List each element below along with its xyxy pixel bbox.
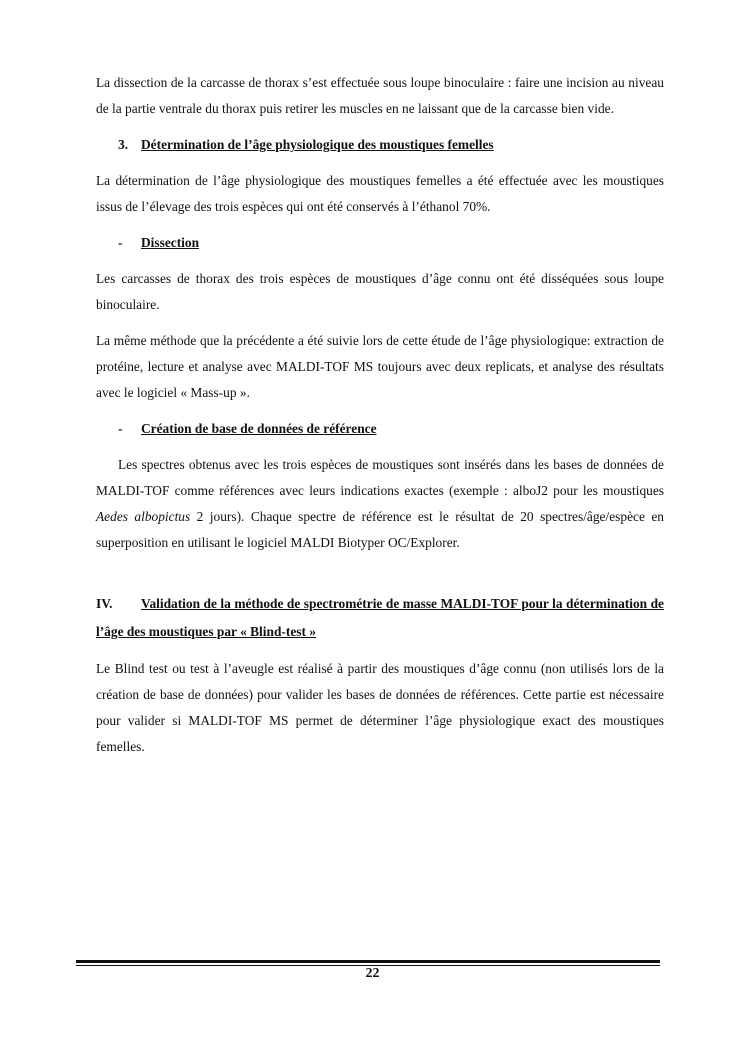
subheading-title: Création de base de données de référence bbox=[141, 421, 377, 436]
paragraph-spectres bbox=[96, 452, 664, 556]
paragraph-text: 2 jours). Chaque spectre de référence est le résultat de 20 spectres/âge/espèce en superposition en utilisant le logiciel MALDI Biotyper OC/Explorer. bbox=[96, 509, 664, 550]
subheading-bullet: - bbox=[118, 421, 123, 436]
species-name: Aedes albopictus bbox=[96, 509, 191, 524]
footer-rule bbox=[76, 960, 660, 963]
section-title: Détermination de l’âge physiologique des moustiques femelles bbox=[141, 137, 494, 152]
paragraph-dissection-carcasse: La dissection de la carcasse de thorax s’est effectuée sous loupe binoculaire : faire une incision au niveau de la partie ventrale du thorax puis retirer les muscles en ne laissant que de la carcasse bien vide. bbox=[96, 75, 664, 116]
page-content bbox=[96, 70, 664, 770]
subheading-bullet: - bbox=[118, 235, 123, 250]
section-heading-IV bbox=[96, 590, 664, 646]
section-number: IV. bbox=[96, 596, 113, 611]
subheading-title: Dissection bbox=[141, 235, 200, 250]
paragraph-carcasses: Les carcasses de thorax des trois espèces de moustiques d’âge connu ont été disséquées sous loupe binoculaire. bbox=[96, 271, 664, 312]
paragraph-age-physiologique: La détermination de l’âge physiologique des moustiques femelles a été effectuée avec les moustiques issus de l’élevage des trois espèces qui ont été conservés à l’éthanol 70%. bbox=[96, 173, 664, 214]
subheading-dissection bbox=[96, 230, 664, 256]
paragraph-blind-test: Le Blind test ou test à l’aveugle est réalisé à partir des moustiques d’âge connu (non utilisés lors de la création de base de données) pour valider les bases de données de références. Cette partie est nécessaire pour valider si MALDI-TOF MS permet de déterminer l’âge physiologique exact des moustiques femelles. bbox=[96, 661, 664, 754]
page-number: 22 bbox=[365, 966, 380, 981]
section-number: 3. bbox=[118, 137, 129, 152]
subheading-base-donnees bbox=[96, 416, 664, 442]
section-title: Validation de la méthode de spectrométrie de masse MALDI-TOF pour la détermination de l’âge des moustiques par « Blind-test » bbox=[96, 596, 664, 639]
paragraph-methode: La même méthode que la précédente a été suivie lors de cette étude de l’âge physiologique: extraction de protéine, lecture et analyse avec MALDI-TOF MS toujours avec deux replicats, et analyse des résultats avec le logiciel « Mass-up ». bbox=[96, 333, 664, 400]
section-heading-3 bbox=[96, 132, 664, 158]
paragraph-text: Les spectres obtenus avec les trois espèces de moustiques sont insérés dans les bases de données de MALDI-TOF comme références avec leurs indications exactes (exemple : alboJ2 pour les moustiques bbox=[96, 457, 664, 498]
